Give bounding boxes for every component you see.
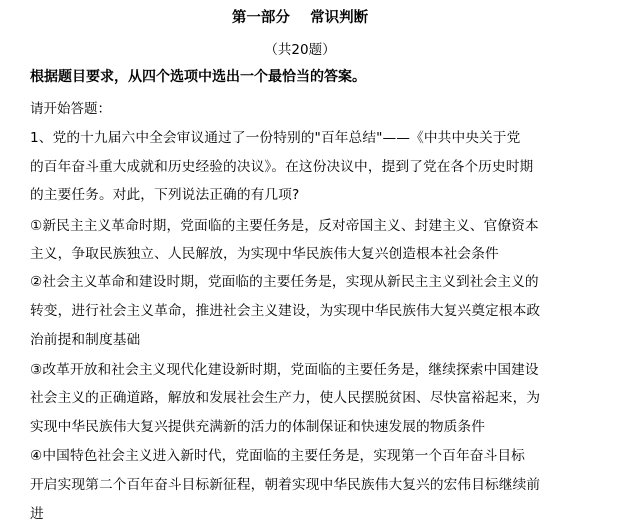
question-count: （共20题）	[264, 42, 336, 58]
option-4-line: 开启实现第二个百年奋斗目标新征程，朝着实现中华民族伟大复兴的宏伟目标继续前	[30, 477, 541, 493]
instruction-text: 根据题目要求，从四个选项中选出一个最恰当的答案。	[30, 69, 366, 85]
option-2-line: ②社会主义革命和建设时期，党面临的主要任务是，实现从新民主主义到社会主义的	[30, 274, 539, 290]
option-3-line: 社会主义的正确道路，解放和发展社会生产力，使人民摆脱贫困、尽快富裕起来，为	[30, 390, 541, 406]
option-3-line: 实现中华民族伟大复兴提供充满新的活力的体制保证和快速发展的物质条件	[30, 419, 485, 435]
option-3-line: ③改革开放和社会主义现代化建设新时期，党面临的主要任务是，继续探索中国建设	[30, 362, 539, 378]
option-1-line: ①新民主主义革命时期，党面临的主要任务是，反对帝国主义、封建主义、官僚资本	[30, 218, 539, 234]
option-1-line: 主义，争取民族独立、人民解放，为实现中华民族伟大复兴创造根本社会条件	[30, 246, 499, 262]
start-prompt: 请开始答题：	[30, 101, 111, 117]
option-4-line: 进	[30, 506, 44, 522]
option-4-line: ④中国特色社会主义进入新时代，党面临的主要任务是，实现第一个百年奋斗目标	[30, 448, 525, 464]
option-2-line: 转变，进行社会主义革命，推进社会主义建设，为实现中华民族伟大复兴奠定根本政	[30, 303, 541, 319]
question-line: 的百年奋斗重大成就和历史经验的决议》。在这份决议中，提到了党在各个历史时期	[30, 159, 534, 175]
question-line: 1、党的十九届六中全会审议通过了一份特别的"百年总结"——《中共中央关于党	[30, 130, 521, 146]
section-title: 第一部分 常识判断	[231, 10, 369, 26]
question-line: 的主要任务。对此，下列说法正确的有几项?	[30, 187, 300, 203]
option-2-line: 治前提和制度基础	[30, 332, 141, 348]
